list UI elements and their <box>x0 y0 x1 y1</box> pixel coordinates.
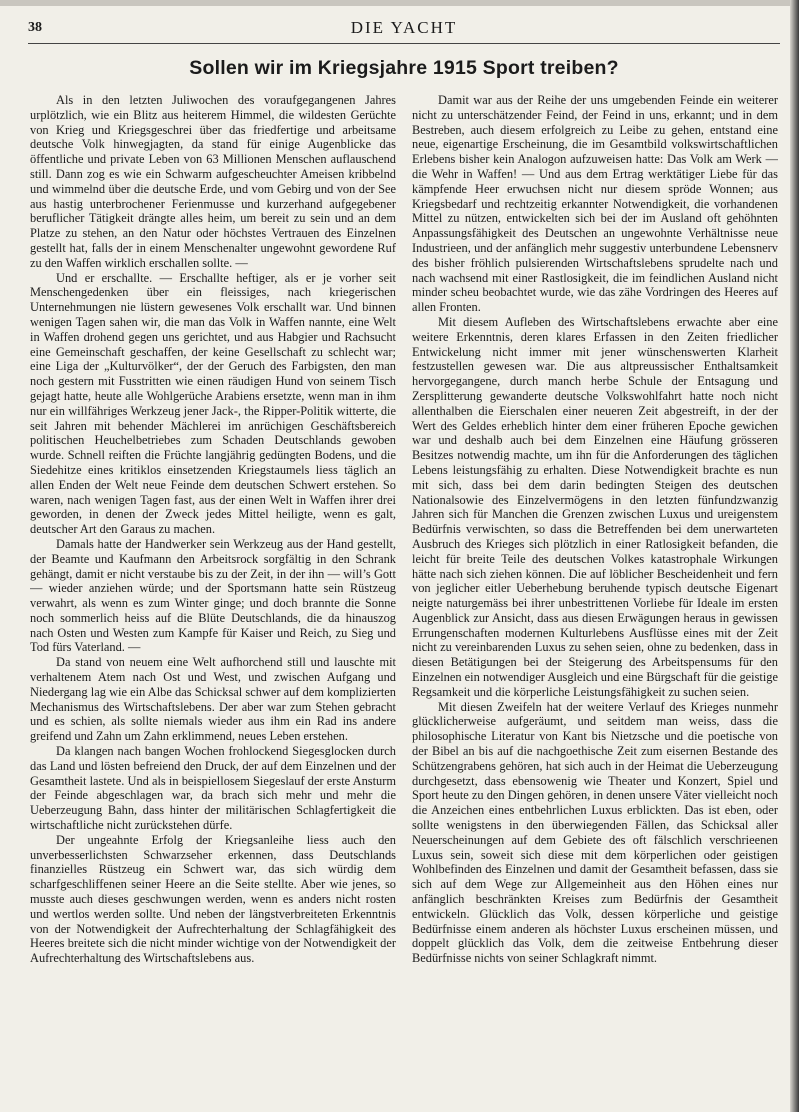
scan-top-edge <box>0 0 799 6</box>
right-column <box>412 93 778 1103</box>
paragraph: Da klangen nach bangen Wochen frohlockend Siegesglocken durch das Land und lösten befreiend den Druck, der auf dem Einzelnen und der Gesamtheit lastete. Und als in beispiellosem Siegeslauf der erste Ansturm der Feinde abgeschlagen war, da brach sich mehr und mehr die Ueberzeugung Bahn, dass hinter der militärischen Schlagfertigkeit die wirtschaftliche nicht zurückstehen dürfe. <box>30 744 396 833</box>
running-title: DIE YACHT <box>350 18 458 37</box>
paragraph: Da stand von neuem eine Welt aufhorchend still und lauschte mit verhaltenem Atem nach Ost und West, und zwischen Aufgang und Niedergang lag wie ein Albe das Schicksal schwer auf dem komplizierten Mechanismus des Wirtschaftslebens. Der aber war zum Stehen gebracht und es schien, als sollte niemals wieder aus ihm ein Rad ins andere greifend und Zahn um Zahn erklimmend, neues Leben erstehen. <box>30 655 396 744</box>
page-number: 38 <box>28 20 42 35</box>
scan-right-edge <box>790 0 799 1112</box>
header-rule <box>28 43 780 44</box>
paragraph: Der ungeahnte Erfolg der Kriegsanleihe liess auch den unverbesserlichsten Schwarzseher erkennen, dass Deutschlands finanzielles Rüstzeug ein Schwert war, das sich würdig dem scharfgeschliffenen seiner Heere an die Seite stellte. Aber wie jenes, so musste auch dieses geschwungen werden, wenn es anders nicht rosten und wertlos werden sollte. Und neben der längstverbreiteten Erkenntnis von der Notwendigkeit der Aufrechterhaltung der Schlagfähigkeit des Heeres breitete sich die nicht minder wichtige von der Notwendigkeit der Aufrechterhaltung des Wirtschaftslebens aus. <box>30 832 396 966</box>
paragraph: Damals hatte der Handwerker sein Werkzeug aus der Hand gestellt, der Beamte und Kaufmann den Arbeitsrock sorgfältig in den Schrank gehängt, damit er nicht verstaube bis zu der Zeit, in der ihn — will’s Gott — wieder anziehen würde; und der Sportsmann hatte sein Rüstzeug verwahrt, als wenn es zum Winter ginge; und doch brannte die Sonne noch sommerlich heiss auf die Blüte Deutschlands, die da hinauszog nach Osten und Westen zum Kampfe für Kaiser und Reich, zu Sieg und Tod fürs Vaterland. — <box>30 536 396 655</box>
paragraph: Mit diesem Aufleben des Wirtschaftslebens erwachte aber eine weitere Erkenntnis, deren klares Erfassen in den Zeiten friedlicher Entwickelung nicht immer mit jener wünschenswerten Klarheit festzustellen gewesen war. Die aus altpreussischer Enthaltsamkeit hervorgegangene, durch manch herbe Schule der Entsagung und Zersplitterung gewanderte deutsche Volkswohlfahrt hatte noch nicht allenthalben die Eierschalen einer neueren Zeit abgestreift, in der der Wert des Geldes erheblich hinter dem einer früheren Epoche gewichen war und deshalb auch bei dem Einzelnen eine Häufung grösseren Besitzes notwendig machte, um ihn für die Anforderungen des täglichen Lebens leistungsfähig zu erhalten. Diese Notwendigkeit brachte es nun mit sich, dass bei dem darin bedingten Steigen des deutschen Nationalsowie des Einzelvermögens in den letzten fünfundzwanzig Jahren sich für Manchen die Grenzen zwischen Luxus und ureigenstem Bedürfnis verwischten, so dass die Betreffenden bei dem unerwarteten Ausbruch des Krieges sich plötzlich in einer Ratlosigkeit befanden, die leicht für breite Teile des deutschen Volkes katastrophale Wirkungen hätte nach sich ziehen können. Die auf löblicher Bescheidenheit und fern von jeglicher eitler Ueberhebung beruhende typisch deutsche Eigenart neigte naturgemäss bei ihrer unbestrittenen Vorliebe für Ideale im ersten Augenblick zur Ansicht, dass aus diesen Erwägungen heraus in gewissen Errungenschaften modernen Kulturlebens Ausflüsse eines mit der Zeit nicht zu vereinbarenden Luxus zu sehen seien, ohne zu bedenken, dass in diesen Betätigungen bei der Steigerung des Arbeitspensums für den Einzelnen ein notwendiger Ausgleich und eine Bürgschaft für die geistige Regsamkeit und die körperliche Leistungsfähigkeit zu suchen seien. <box>412 314 778 699</box>
left-column <box>30 93 396 1103</box>
paragraph: Mit diesen Zweifeln hat der weitere Verlauf des Krieges nunmehr glücklicherweise aufgeräumt, und seitdem man weiss, dass die philosophische Literatur von Kant bis Nietzsche und die poetische von der Bibel an bis auf die nachgoethische Zeit zum eisernen Bestande des Schützengrabens gehören, hat sich auch in der Heimat die Ueberzeugung durchgesetzt, dass ebensowenig wie Theater und Konzert, Spiel und Sport heute zu den Dingen gehören, in denen unsere Väter vielleicht noch die Anzeichen eines entbehrlichen Luxus erblickten. Das ist eben, oder sollte wenigstens in den überwiegenden Fällen, das Schicksal aller Neuerscheinungen auf dem Gebiete des oft fälschlich verschrieenen Luxus sein, soweit sich diese mit dem körperlichen oder geistigen Wohlbefinden des Einzelnen und damit der Gesamtheit befassen, dass sie sich auf dem Wege zur Allgemeinheit aus den Höhen eines nur anfänglich beschränkten Kreises zum Bedürfnis der Gesamtheit entwickeln. Glücklich das Volk, dessen körperliche und geistige Bedürfnisse einem anderen als höchster Luxus erscheinen müssen, und doppelt glücklich das Volk, dem die zeitweise Entbehrung dieser Bedürfnisse nichts von seiner Schlagkraft nimmt. <box>412 699 778 966</box>
paragraph: Als in den letzten Juliwochen des voraufgegangenen Jahres urplötzlich, wie ein Blitz aus heiterem Himmel, die wildesten Gerüchte von Krieg und Kriegsgeschrei über das friedfertige und arbeitsame deutsche Volk hinwegjagten, da stand für einige Augenblicke das öffentliche und private Leben von 63 Millionen Menschen auflauschend still. Dann zog es wie ein Schwarm aufgescheuchter Ameisen kribbelnd und wimmelnd über die deutsche Erde, und vom Gebirg und von der See aus hastig unterbrochener Ferienmusse und kurzerhand aufgegebener beruflicher Tätigkeit drängte alles heim, um bereit zu sein und an dem Platze zu stehen, an den Natur oder höchstes Vertrauen des Einzelnen gestellt hat, falls der in einem Menschenalter ungewohnt gewordene Ruf zu den Waffen wirklich erschallen sollte. — <box>30 93 396 270</box>
paragraph: Und er erschallte. — Erschallte heftiger, als er je vorher seit Menschengedenken über ein fleissiges, nach kriegerischen Unternehmungen nie lüstern gewesenes Volk erschallt war. Und binnen wenigen Tagen sahen wir, die man das Volk in Waffen nannte, eine Welt in Waffen drohend gegen uns gerichtet, und aus Habgier und Rachsucht eine Gemeinschaft geschaffen, der keine Gesellschaft zu schlecht war; eine Liga der „Kulturvölker“, der der Geruch des Farbigsten, den man noch gestern mit Fusstritten wie einen räudigen Hund von seinem Tisch gejagt hatte, heute alle Wohlgerüche Arabiens ersetzte, wenn man in ihm nur ein willfähriges Werkzeug jener Jack-, the Ripper-Politik witterte, die seit Jahren mit behender Mächlerei im anrüchigen Geschäftsbereich politischen Heuchelbetriebes zum Schaden Deutschlands gewoben wurde. Schnell reiften die Früchte langjährig gedüngten Bodens, und die Siedehitze eines kritiklos einsetzenden Kriegstaumels liess täglich an allen Enden der Welt neue Feinde dem deutschen Schwert erstehen. So waren, nach wenigen Tagen fast, aus der einen Welt in Waffen ihrer drei geworden, in denen der Zweck jedes Mittel heiligte, wenn es galt, deutscher Art den Garaus zu machen. <box>30 270 396 537</box>
paragraph: Damit war aus der Reihe der uns umgebenden Feinde ein weiterer nicht zu unterschätzender Feind, der Feind in uns, erkannt; und in dem Bestreben, auch diesem erfolgreich zu Leibe zu gehen, entstand eine neue, eigenartige Erscheinung, die im Gesamtbild volkswirtschaftlichen Erlebens bisher kein Analogon aufzuweisen hatte: Das Volk am Werk — die Wehr in Waffen! — Und aus dem Ertrag werktätiger Liebe für das kämpfende Heer erwuchsen nicht nur diesem spröde Wonnen; aus Kriegsbedarf und rechtzeitig erkannter Notwendigkeit, die vorhandenen Mittel zu nützen, entwickelten sich bei der im Ausland oft gehöhnten Anpassungsfähigkeit des Deutschen an ungewohnte Verhältnisse neue Industrieen, und der anfänglich mehr suggestiv unterbundene Lebensnerv des bisher fröhlich pulsierenden Wirtschaftslebens sprudelte nach und nach wachsend mit einer Rastlosigkeit, die im feindlichen Ausland nicht minder scheu beobachtet wurde, wie das zähe Vordringen des Heeres auf allen Fronten. <box>412 93 778 315</box>
page-header <box>28 18 780 42</box>
article-title: Sollen wir im Kriegsjahre 1915 Sport treiben? <box>189 57 619 79</box>
